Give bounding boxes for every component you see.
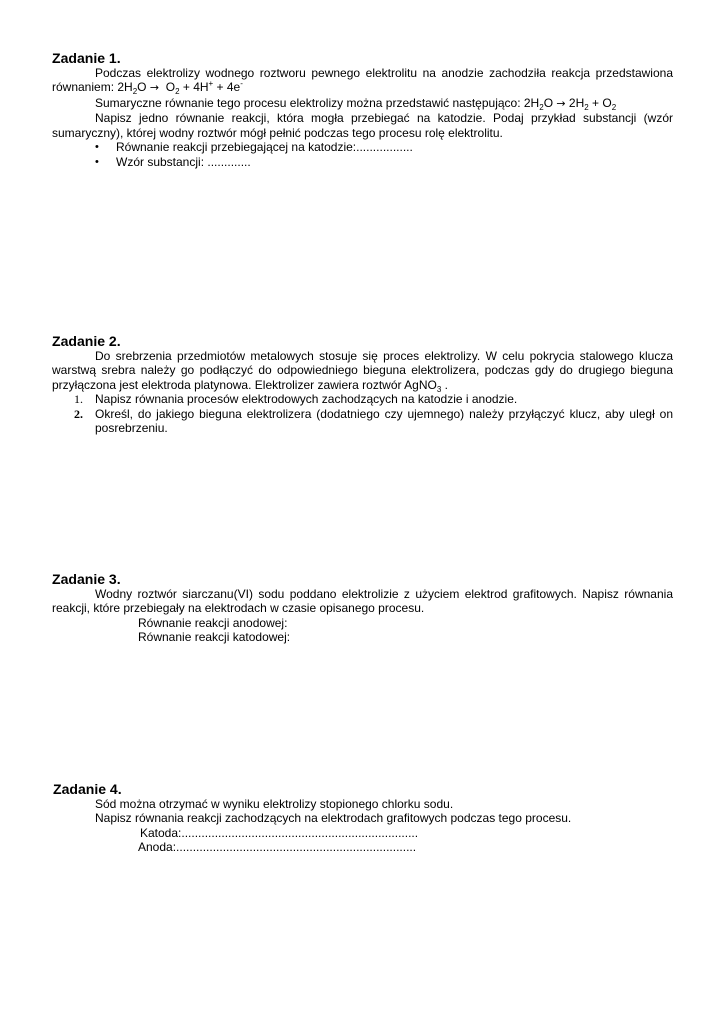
eq1-plus-e: + 4e bbox=[213, 80, 241, 94]
eq1-plus-h: + 4H bbox=[179, 80, 209, 94]
eq1-o: O bbox=[137, 80, 150, 94]
anoda-line: Anoda:........................................................................ bbox=[138, 840, 417, 854]
cathode-label: Równanie reakcji katodowej: bbox=[138, 630, 291, 644]
agno3-sub: 3 bbox=[436, 384, 442, 394]
bullet-item bbox=[52, 140, 673, 155]
task-1-bullets bbox=[52, 140, 673, 169]
task-1-intro-text: Podczas elektrolizy wodnego roztworu pewnego elektrolitu na anodzie zachodziła reakcja przedstawiona równaniem: 2H bbox=[52, 65, 673, 94]
task-1-summary-text: Sumaryczne równanie tego procesu elektrolizy można przedstawić następująco: 2H bbox=[95, 95, 540, 110]
task-2-list bbox=[52, 392, 673, 436]
task-2-intro-text: Do srebrzenia przedmiotów metalowych stosuje się proces elektrolizy. W celu pokrycia stalowego klucza warstwą srebra należy go podłączyć do odpowiedniego bieguna elektrolizera, podczas gdy do drugiego bieguna przyłączona jest elektroda platynowa. Elektrolizer zawiera roztwór AgNO bbox=[52, 348, 673, 392]
eq2-sub-c: 2 bbox=[611, 102, 617, 112]
eq1-sup-minus: - bbox=[240, 79, 243, 88]
task-1-summary bbox=[52, 96, 673, 112]
list-number: 1. bbox=[74, 392, 83, 406]
eq1-sub-b: 2 bbox=[175, 87, 180, 96]
bullet-item bbox=[52, 155, 673, 170]
katoda-line: Katoda:....................................................................... bbox=[140, 825, 419, 840]
task-1-title: Zadanie 1. bbox=[52, 50, 121, 66]
eq2-arrow: → bbox=[556, 96, 566, 110]
task-4-line1: Sód można otrzymać w wyniku elektrolizy stopionego chlorku sodu. bbox=[95, 796, 454, 811]
bullet-text-formula: Wzór substancji: ............. bbox=[116, 154, 251, 169]
task-2-intro bbox=[52, 349, 673, 393]
task-2-title: Zadanie 2. bbox=[52, 333, 121, 349]
task-4 bbox=[52, 782, 673, 855]
eq1-sup-plus: + bbox=[208, 79, 214, 88]
task-3 bbox=[52, 572, 673, 645]
task-1 bbox=[52, 51, 673, 169]
bullet-text-cathode: Równanie reakcji przebiegającej na katodzie:................. bbox=[116, 140, 413, 154]
task-3-title: Zadanie 3. bbox=[52, 571, 121, 587]
eq1-o2: O bbox=[162, 80, 176, 94]
eq2-o2: + O bbox=[588, 95, 612, 110]
eq2-h: 2H bbox=[565, 95, 585, 110]
list-number: 2. bbox=[74, 406, 83, 421]
eq1-sub: 2 bbox=[132, 87, 138, 96]
task-4-line2: Napisz równania reakcji zachodzących na elektrodach grafitowych podczas tego procesu. bbox=[95, 811, 572, 825]
task-2 bbox=[52, 334, 673, 436]
bullet-dot: • bbox=[95, 141, 99, 153]
task-2-intro-end: . bbox=[441, 377, 448, 392]
eq2-o: O bbox=[543, 95, 557, 110]
task-3-intro: Wodny roztwór siarczanu(VI) sodu poddano elektrolizie z użyciem elektrod grafitowych. Napisz równania reakcji, które przebiegały na elektrodach w czasie opisanego procesu. bbox=[52, 586, 673, 615]
eq2-sub-a: 2 bbox=[539, 102, 544, 112]
list-text: Napisz równania procesów elektrodowych zachodzących na katodzie i anodzie. bbox=[95, 392, 518, 406]
eq1-arrow: → bbox=[149, 81, 160, 94]
list-item bbox=[52, 407, 673, 436]
bullet-dot: • bbox=[95, 155, 99, 168]
list-text: Określ, do jakiego bieguna elektrolizera (dodatniego czy ujemnego) należy przyłączyć klucz, aby uległ on posrebrzeniu. bbox=[95, 406, 673, 435]
task-1-instruction: Napisz jedno równanie reakcji, która mogła przebiegać na katodzie. Podaj przykład substancji (wzór sumaryczny), której wodny roztwór mógł pełnić podczas tego procesu rolę elektrolitu. bbox=[52, 111, 673, 140]
task-4-title: Zadanie 4. bbox=[53, 781, 122, 797]
eq2-sub-b: 2 bbox=[584, 102, 589, 112]
anode-label: Równanie reakcji anodowej: bbox=[138, 615, 288, 630]
list-item bbox=[52, 392, 673, 407]
task-1-intro bbox=[52, 66, 673, 96]
